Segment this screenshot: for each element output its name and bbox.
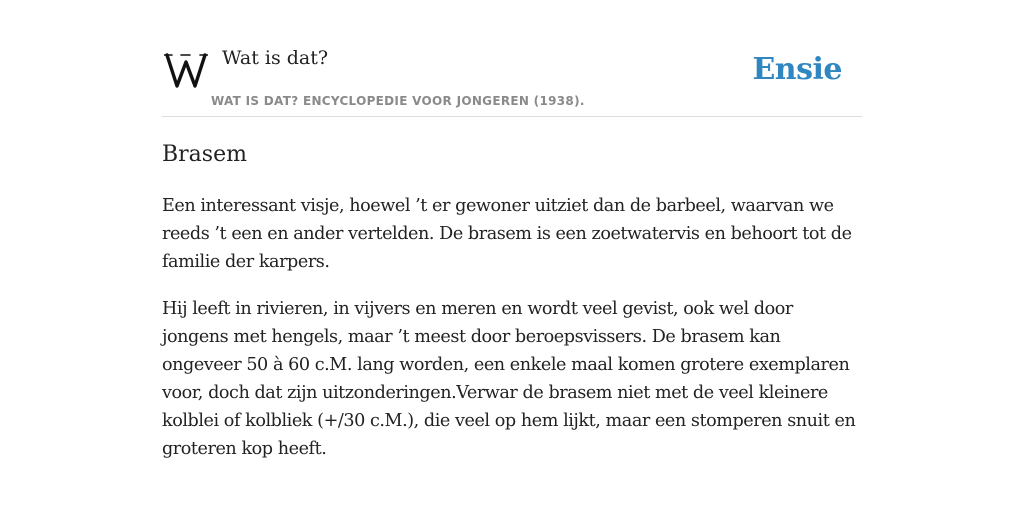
page [162,0,862,459]
book-title[interactable]: Wat is dat? [222,47,329,69]
brand-logo[interactable]: Ensie [752,52,842,87]
book-subtitle: WAT IS DAT? ENCYCLOPEDIE VOOR JONGEREN (1938). [211,94,585,108]
entry-title: Brasem [162,142,247,167]
article-body [162,192,862,482]
source-header [162,0,862,117]
article-paragraph: Hij leeft in rivieren, in vijvers en meren en wordt veel gevist, ook wel door jongens met hengels, maar ’t meest door beroepsvissers. De brasem kan ongeveer 50 à 60 c.M. lang worden, een enkele maal komen grotere exemplaren voor, doch dat zijn uitzonderingen.Verwar de brasem niet met de veel kleinere kolblei of kolbliek (+/30 c.M.), die veel op hem lijkt, maar een stomperen snuit en groteren kop heeft. [162,299,856,459]
wikipedia-w-icon [164,50,208,90]
article-paragraph: Een interessant visje, hoewel ’t er gewoner uitziet dan de barbeel, waarvan we reeds ’t een en ander vertelden. De brasem is een zoetwatervis en behoort tot de familie der karpers. [162,196,852,272]
